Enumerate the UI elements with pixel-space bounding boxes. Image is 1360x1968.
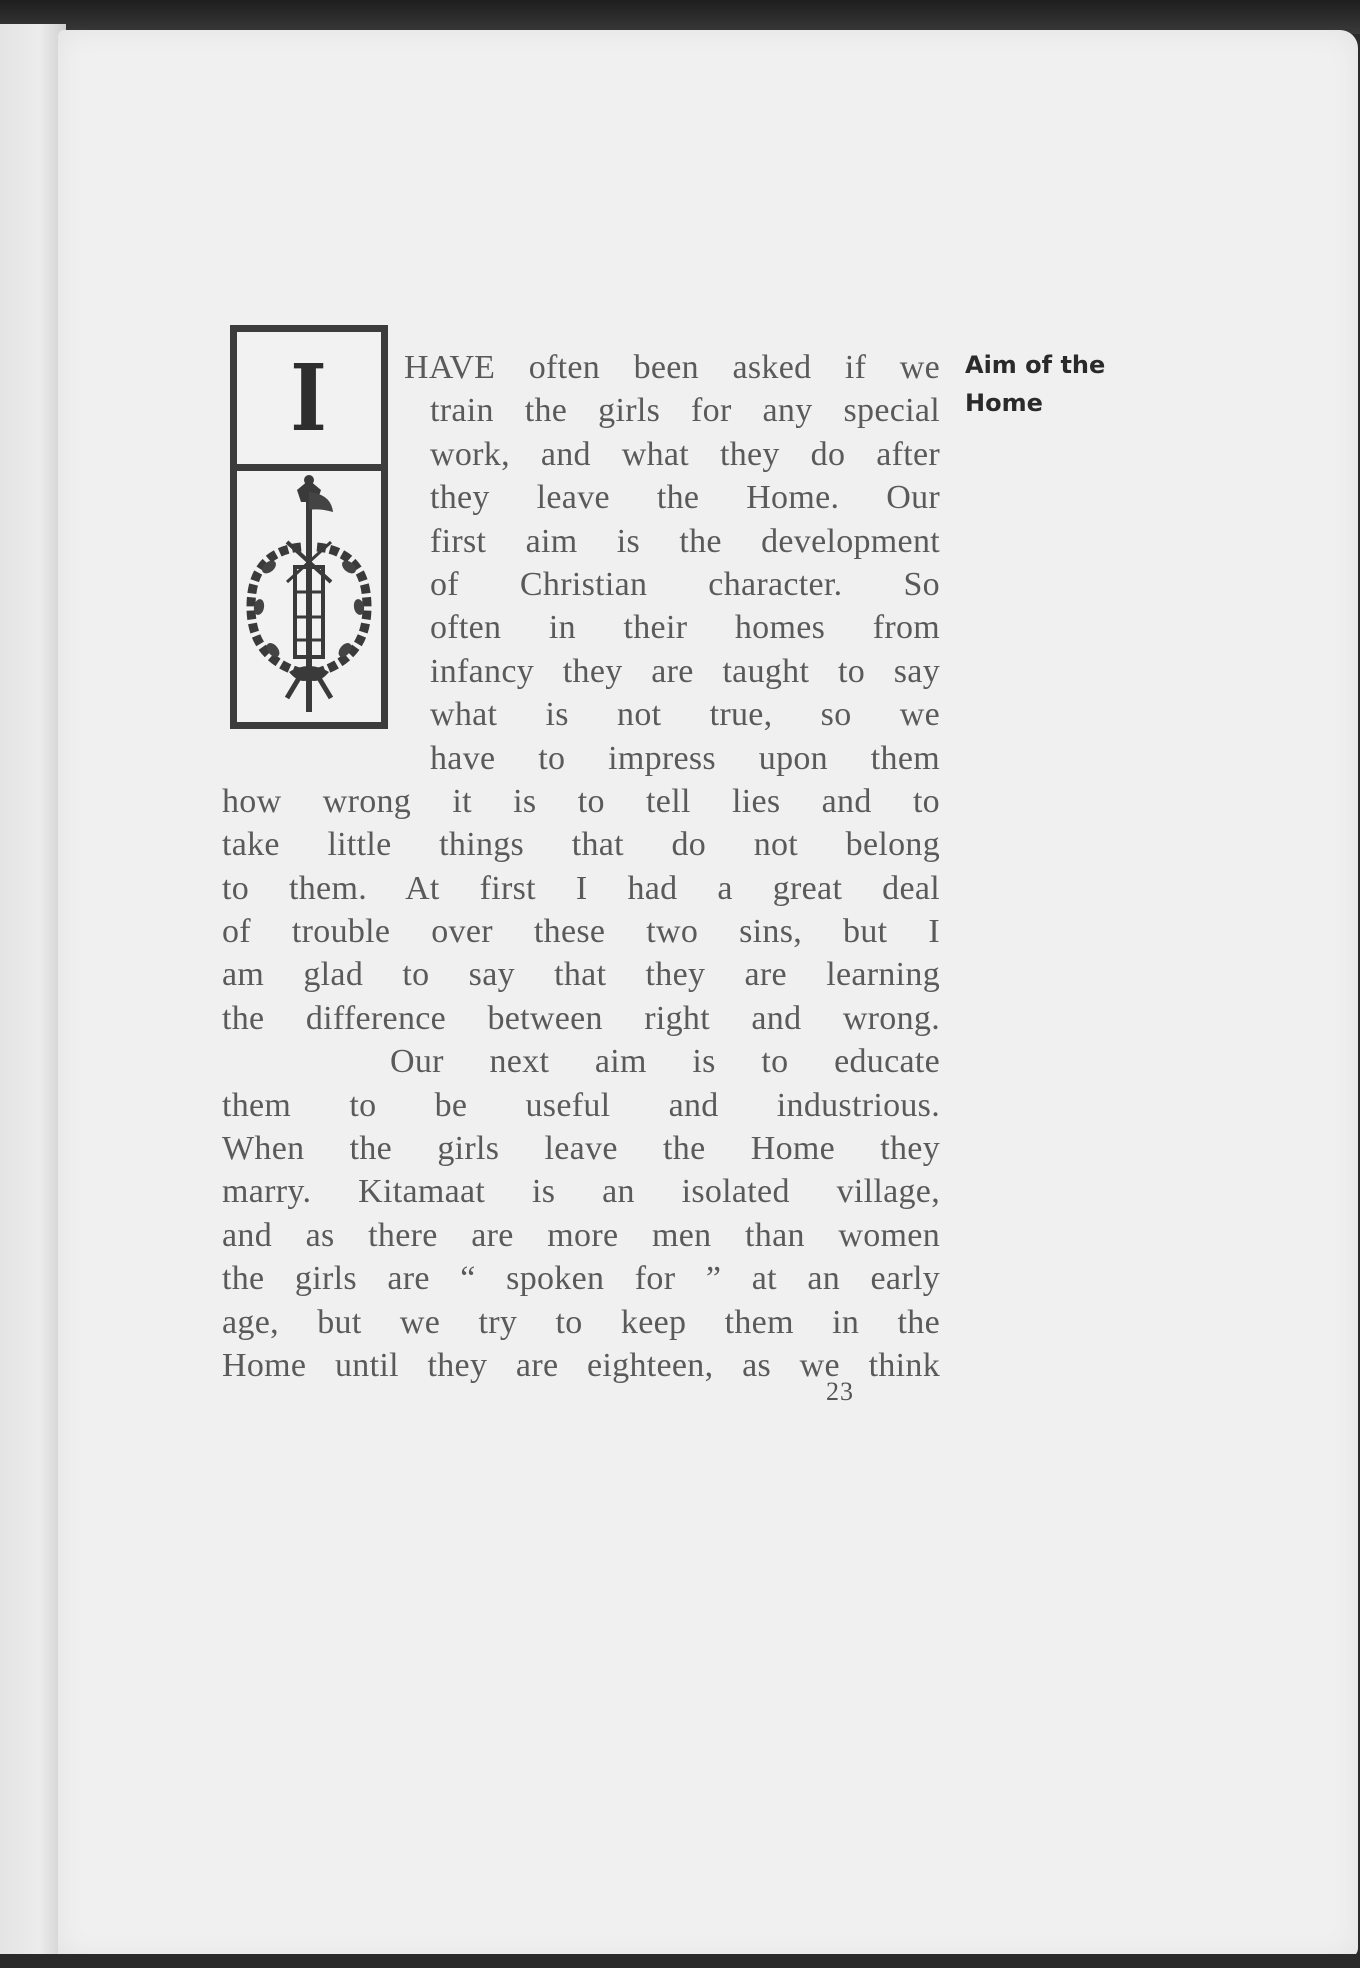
text-line: of trouble over these two sins, but I [222,913,940,951]
text-line: they leave the Home. Our [430,479,940,517]
scan-bottom-edge [0,1954,1360,1968]
text-line: of Christian character. So [430,565,940,603]
margin-note [965,346,1105,422]
text-line: what is not true, so we [430,696,940,734]
text-line: infancy they are taught to say [430,652,940,690]
margin-note-line: Home [965,389,1043,417]
body-paragraph [222,346,940,1387]
text-line: first aim is the development [430,522,940,560]
text-line: When the girls leave the Home they [222,1130,940,1168]
text-line: them to be useful and industrious. [222,1086,940,1124]
text-line: how wrong it is to tell lies and to [222,782,940,820]
scan-top-edge [0,0,1360,34]
text-line: train the girls for any special [430,392,940,430]
text-line: Our next aim is to educate [390,1043,940,1081]
text-line: HAVE often been asked if we [404,349,940,386]
text-line: work, and what they do after [430,435,940,473]
text-line: marry. Kitamaat is an isolated village, [222,1173,940,1211]
previous-page-edge [0,24,66,1956]
text-line: and as there are more men than women [222,1216,940,1254]
text-line: to them. At first I had a great deal [222,869,940,907]
text-line: Home until they are eighteen, as we think [222,1346,940,1384]
text-line: the girls are “ spoken for ” at an early [222,1260,940,1298]
text-line: have to impress upon them [430,739,940,777]
margin-note-line: Aim of the [965,351,1106,379]
text-line: take little things that do not belong [222,826,940,864]
text-line: am glad to say that they are learning [222,956,940,994]
text-line: age, but we try to keep them in the [222,1303,940,1341]
drop-cap-letter: I [290,344,328,452]
text-line: often in their homes from [430,609,940,647]
page-number: 23 [826,1377,854,1406]
text-line: the difference between right and wrong. [222,999,940,1037]
